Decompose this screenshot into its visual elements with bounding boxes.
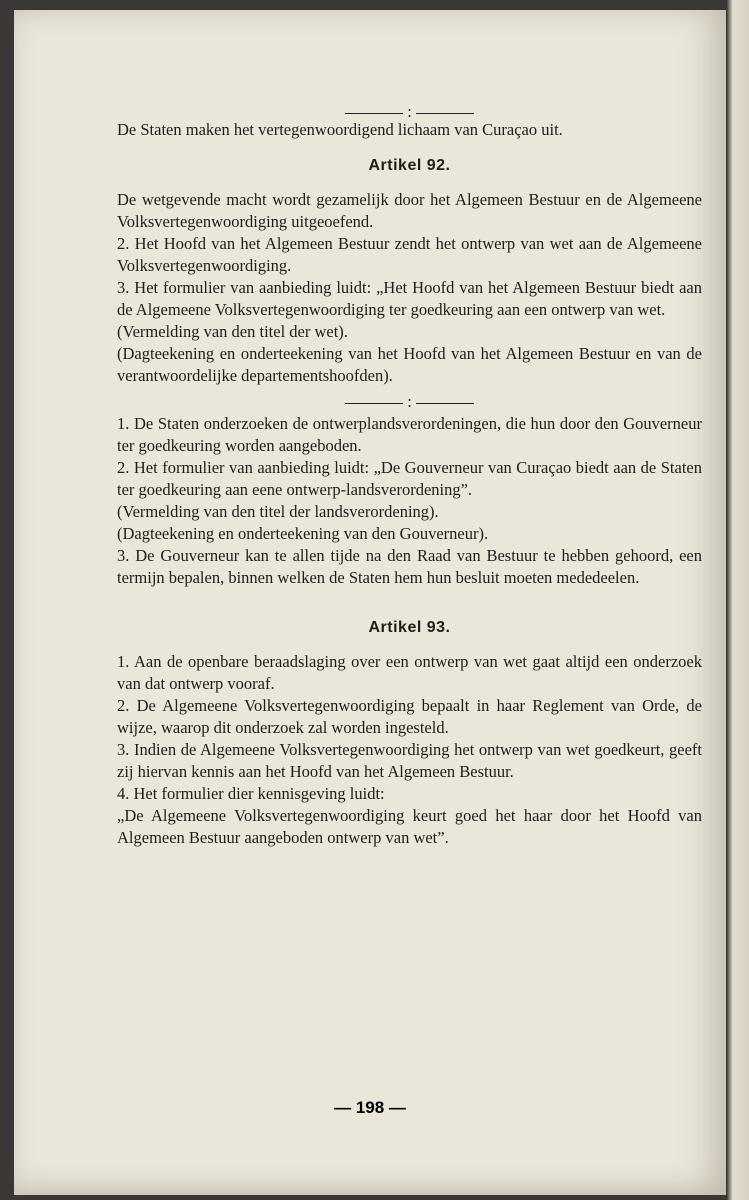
art92-paragraph-1: De wetgevende macht wordt gezamelijk door het Algemeen Bestuur en de Algemeene Volksvertegenwoordiging uitgeoefend. (117, 190, 702, 231)
article-93-heading: Artikel 93. (368, 619, 451, 636)
article-92-heading: Artikel 92. (368, 157, 451, 174)
page-number: — 198 — (334, 1098, 406, 1117)
separator: : (117, 395, 702, 409)
art92-paragraph-4: (Vermelding van den titel der wet). (117, 322, 348, 341)
art93-paragraph-4: 4. Het formulier dier kennisgeving luidt: (117, 784, 385, 803)
next-page-edge (726, 0, 749, 1200)
art92-paragraph-5: (Dagteekening en onderteekening van het Hoofd van het Algemeen Bestuur en van de verantwoordelijke departementshoofden). (117, 344, 702, 385)
intro-paragraph: De Staten maken het vertegenwoordigend lichaam van Curaçao uit. (117, 120, 563, 139)
art92-paragraph-10: 3. De Gouverneur kan te allen tijde na den Raad van Bestuur te hebben gehoord, een termijn bepalen, binnen welken de Staten hem hun besluit moeten mededeelen. (117, 546, 702, 587)
art93-paragraph-2: 2. De Algemeene Volksvertegenwoordiging bepaalt in haar Reglement van Orde, de wijze, waarop dit onderzoek zal worden ingesteld. (117, 696, 702, 737)
art92-paragraph-2: 2. Het Hoofd van het Algemeen Bestuur zendt het ontwerp van wet aan de Algemeene Volksvertegenwoordiging. (117, 234, 702, 275)
art92-paragraph-3: 3. Het formulier van aanbieding luidt: „Het Hoofd van het Algemeen Bestuur biedt aan de Algemeene Volksvertegenwoordiging ter goedkeuring aan een ontwerp van wet. (117, 278, 702, 319)
art93-paragraph-1: 1. Aan de openbare beraadslaging over een ontwerp van wet gaat altijd een onderzoek van dat ontwerp vooraf. (117, 652, 702, 693)
separator: : (117, 105, 702, 119)
document-page (14, 10, 726, 1195)
art92-paragraph-6: 1. De Staten onderzoeken de ontwerplandsverordeningen, die hun door den Gouverneur ter goedkeuring worden aangeboden. (117, 414, 702, 455)
art93-paragraph-5: „De Algemeene Volksvertegenwoordiging keurt goed het haar door het Hoofd van Algemeen Bestuur aangeboden ontwerp van wet”. (117, 806, 702, 847)
art92-paragraph-8: (Vermelding van den titel der landsverordening). (117, 502, 439, 521)
page-body (117, 102, 702, 849)
art92-paragraph-7: 2. Het formulier van aanbieding luidt: „De Gouverneur van Curaçao biedt aan de Staten ter goedkeuring aan eene ontwerp-landsverordening”. (117, 458, 702, 499)
art93-paragraph-3: 3. Indien de Algemeene Volksvertegenwoordiging het ontwerp van wet goedkeurt, geeft zij hiervan kennis aan het Hoofd van het Algemeen Bestuur. (117, 740, 702, 781)
art92-paragraph-9: (Dagteekening en onderteekening van den Gouverneur). (117, 524, 489, 543)
